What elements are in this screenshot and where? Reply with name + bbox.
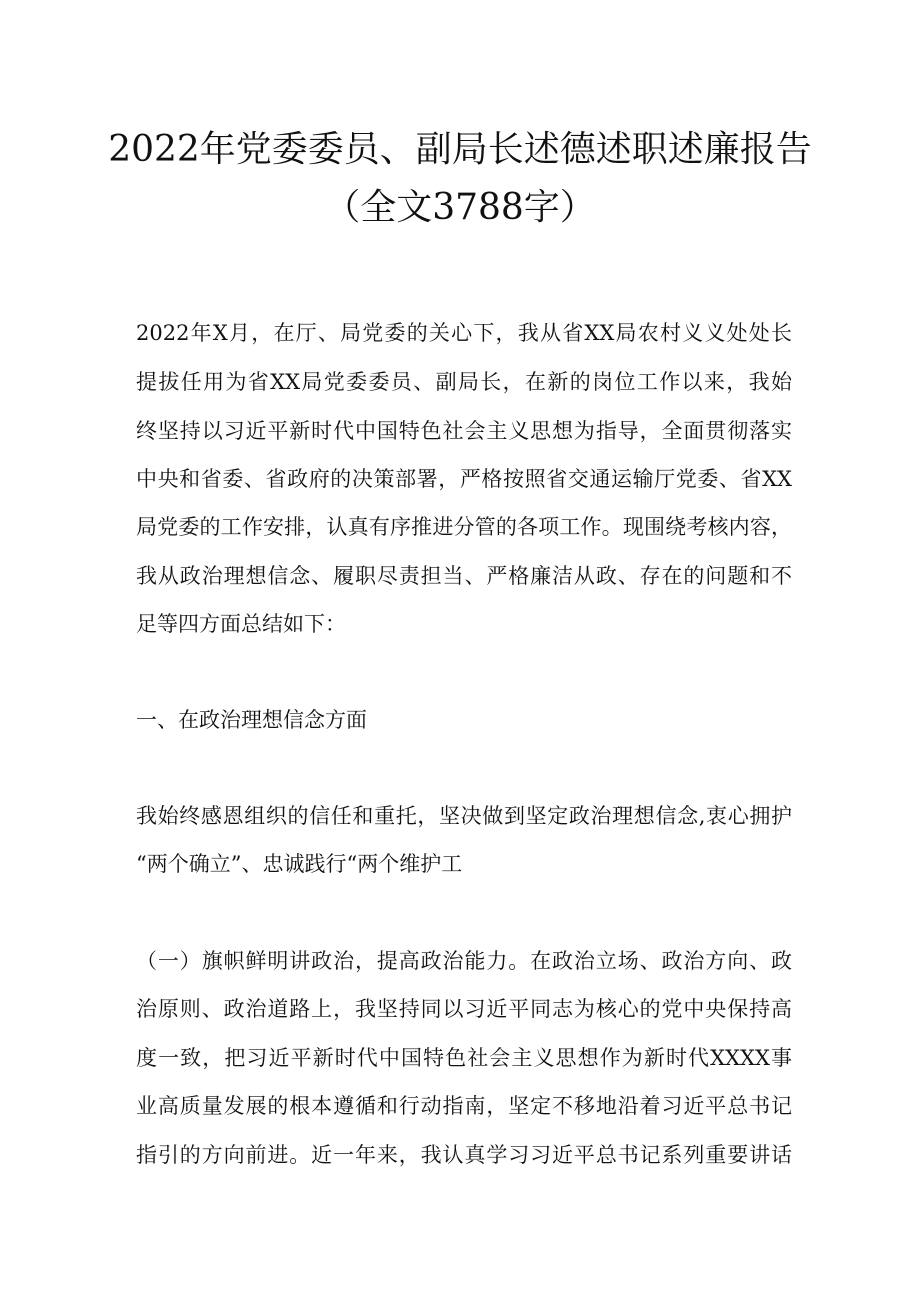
intro-line: 2022年X月，在厅、局党委的关心下，我从省XX局农村义义处处长 [136, 321, 792, 345]
document-title-line-2: （全文3788字） [324, 187, 596, 228]
intro-line: 局党委的工作安排，认真有序推进分管的各项工作。现围绕考核内容， [136, 515, 792, 539]
subsection-line: 业高质量发展的根本遵循和行动指南，坚定不移地沿着习近平总书记 [136, 1094, 792, 1118]
section-paragraph-line: 我始终感恩组织的信任和重托，坚决做到坚定政治理想信念,衷心拥护 [136, 804, 792, 828]
intro-line: 中央和省委、省政府的决策部署，严格按照省交通运输厅党委、省XX [136, 467, 792, 491]
intro-line: 终坚持以习近平新时代中国特色社会主义思想为指导，全面贯彻落实 [136, 419, 792, 443]
subsection-line: 度一致，把习近平新时代中国特色社会主义思想作为新时代XXXX事 [136, 1046, 792, 1070]
subsection-line: （一）旗帜鲜明讲政治，提高政治能力。在政治立场、政治方向、政 [136, 949, 792, 973]
section-heading: 一、在政治理想信念方面 [136, 708, 367, 732]
subsection-line: 指引的方向前进。近一年来，我认真学习习近平总书记系列重要讲话 [136, 1143, 792, 1167]
subsection-line: 治原则、政治道路上，我坚持同以习近平同志为核心的党中央保持高 [136, 997, 792, 1021]
document-title-line-1: 2022年党委委员、副局长述德述职述廉报告 [108, 129, 812, 170]
intro-line: 提拔任用为省XX局党委委员、副局长，在新的岗位工作以来，我始 [136, 370, 792, 394]
intro-line: 足等四方面总结如下： [136, 612, 346, 636]
section-paragraph-line: “两个确立”、忠诚践行“两个维护工 [136, 852, 463, 876]
intro-line: 我从政治理想信念、履职尽责担当、严格廉洁从政、存在的问题和不 [136, 564, 792, 588]
